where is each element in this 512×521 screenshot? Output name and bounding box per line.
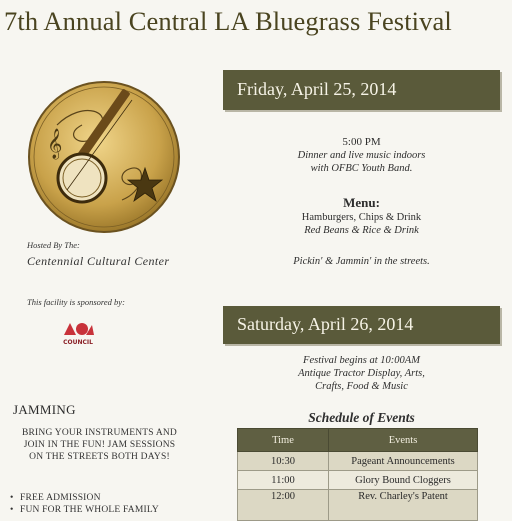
jamming-text: BRING YOUR INSTRUMENTS AND JOIN IN THE FUN! JAM SESSIONS ON THE STREETS BOTH DAYS!: [21, 428, 177, 462]
friday-banner: Friday, April 25, 2014: [223, 70, 500, 110]
schedule-event: Rev. Charley's Patent: [329, 490, 478, 521]
hosted-by-name: Centennial Cultural Center: [27, 254, 170, 268]
menu-item: Hamburgers, Chips & Drink: [301, 212, 422, 223]
festival-title: 7th Annual Central LA Bluegrass Festival: [4, 6, 452, 36]
friday-time: 5:00 PM: [342, 136, 381, 148]
friday-description: Dinner and live music indoors with OFBC Youth Band.: [297, 150, 426, 174]
schedule-event: Pageant Announcements: [329, 452, 478, 471]
feature-list: [10, 492, 159, 516]
hosted-by-label: Hosted By The:: [27, 240, 80, 250]
column-header-events: Events: [329, 429, 478, 452]
schedule-heading: Schedule of Events: [308, 410, 415, 425]
menu-item: Red Beans & Rice & Drink: [304, 225, 419, 236]
banjo-logo: [27, 80, 182, 235]
jamming-heading: JAMMING: [13, 402, 76, 417]
saturday-banner: Saturday, April 26, 2014: [223, 306, 500, 344]
list-item: • FREE ADMISSION: [10, 492, 159, 504]
pickin-jammin-text: Pickin' & Jammin' in the streets.: [293, 256, 430, 267]
schedule-time: 10:30: [238, 452, 329, 471]
table-row: [238, 490, 478, 521]
table-row: [238, 471, 478, 490]
svg-text:𝄞: 𝄞: [47, 129, 63, 159]
sponsor-label: This facility is sponsored by:: [27, 297, 125, 307]
arts-council-logo: [58, 317, 98, 351]
list-item: • FUN FOR THE WHOLE FAMILY: [10, 504, 159, 516]
schedule-time: 12:00: [238, 490, 329, 521]
schedule-event: Glory Bound Cloggers: [329, 471, 478, 490]
table-row: [238, 452, 478, 471]
svg-text:COUNCIL: COUNCIL: [63, 339, 93, 346]
menu-heading: Menu:: [343, 195, 380, 210]
column-header-time: Time: [238, 429, 329, 452]
schedule-time: 11:00: [238, 471, 329, 490]
schedule-table: [237, 428, 478, 521]
saturday-description: Festival begins at 10:00AM Antique Tractor Display, Arts, Crafts, Food & Music: [298, 355, 425, 392]
